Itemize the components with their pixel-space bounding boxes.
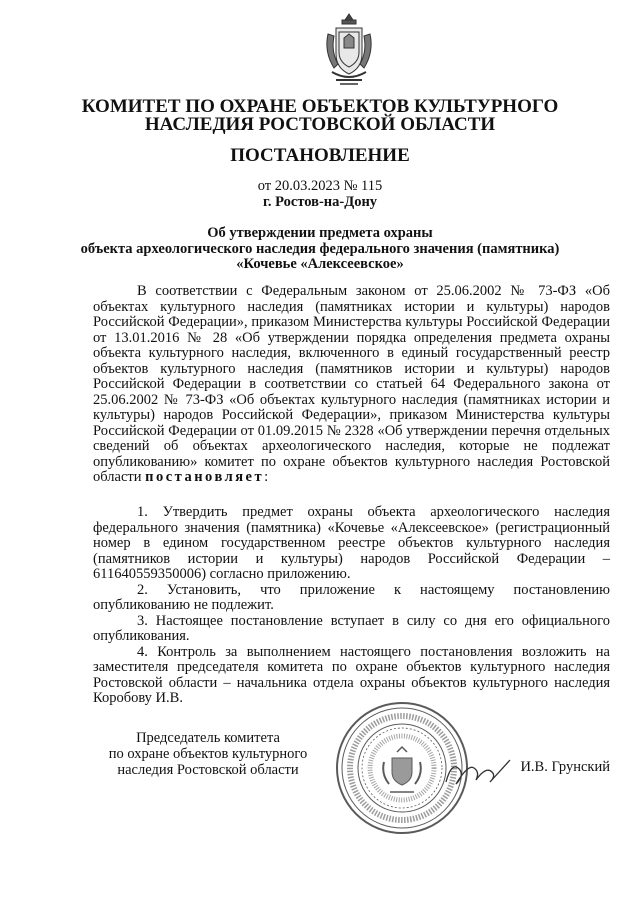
signer-position-line3: наследия Ростовской области (117, 762, 299, 778)
handwritten-signature-icon (442, 752, 512, 792)
document-subject (40, 226, 600, 273)
signer-name: И.В. Грунский (520, 759, 610, 775)
decree-items (93, 505, 610, 707)
decree-item-2: 2. Установить, что приложение к настоящему постановлению опубликованию не подлежит. (93, 581, 610, 613)
decree-word: постановляет (145, 469, 265, 485)
document-city: г. Ростов-на-Дону (262, 194, 378, 210)
subject-line2: объекта археологического наследия федерального значения (памятника) (80, 240, 560, 257)
preamble-paragraph (93, 284, 610, 486)
subject-line3: «Кочевье «Алексеевское» (236, 256, 404, 272)
decree-item-3: 3. Настоящее постановление вступает в силу со дня его официального опубликования. (93, 612, 610, 644)
decree-item-4: 4. Контроль за выполнением настоящего постановления возложить на заместителя председателя комитета по охране объектов культурного наследия Ростовской области – начальника отдела охраны объектов культурного наследия Коробову И.В. (93, 643, 610, 706)
decree-item-1: 1. Утвердить предмет охраны объекта археологического наследия федерального значения (памятника) «Кочевье «Алексеевское» (регистрационный номер в едином государственном реестре объектов культурного наследия (памятников истории и культуры) народов Российской Федерации – 611640559350006) согласно приложению. (93, 504, 610, 582)
signer-position (93, 730, 323, 778)
preamble-text: В соответствии с Федеральным законом от 25.06.2002 № 73-ФЗ «Об объектах культурного наследия (памятниках истории и культуры) народов Российской Федерации», приказом Министерства культуры Российской Федерации от 13.01.2016 № 28 «Об утверждении порядка определения предмета охраны объекта культурного наследия, включенного в единый государственный реестр объектов культурного наследия (памятников истории и культуры) народов Российской Федерации в соответствии со статьей 64 Федерального закона от 25.06.2002 № 73-ФЗ «Об объектах культурного наследия (памятниках истории и культуры) народов Российской Федерации», приказом Министерства культуры Российской Федерации от 01.09.2015 № 2328 «Об утверждении перечня отдельных сведений об объектах археологического наследия, которые не подлежат опубликованию» комитет по охране объектов культурного наследия Ростовской области (93, 283, 610, 485)
preamble (93, 284, 610, 486)
organization-name (40, 98, 600, 134)
signer-position-line2: по охране объектов культурного (108, 746, 308, 762)
organization-name-line1: КОМИТЕТ ПО ОХРАНЕ ОБЪЕКТОВ КУЛЬТУРНОГО (81, 96, 559, 117)
subject-line1: Об утверждении предмета охраны (207, 225, 433, 241)
document-date-number: от 20.03.2023 № 115 (257, 178, 383, 194)
preamble-tail: : (264, 469, 269, 485)
organization-name-line2: НАСЛЕДИЯ РОСТОВСКОЙ ОБЛАСТИ (144, 114, 496, 135)
signer-position-line1: Председатель комитета (136, 730, 280, 746)
document-type: ПОСТАНОВЛЕНИЕ (230, 145, 410, 166)
coat-of-arms-icon (322, 10, 376, 90)
